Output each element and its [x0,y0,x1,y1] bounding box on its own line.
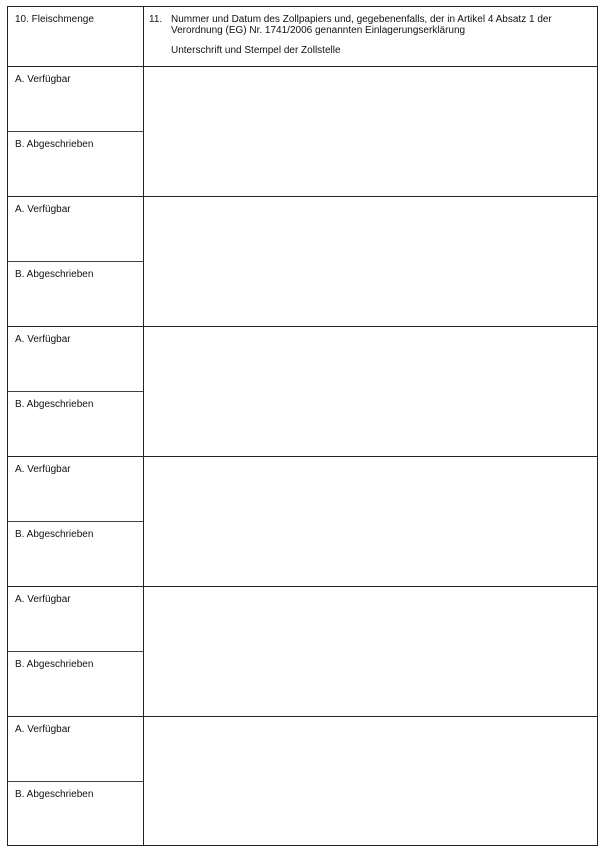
available-cell[interactable] [8,717,143,782]
written-off-label: B. Abgeschrieben [15,529,94,540]
header-meat-quantity: 10. Fleischmenge [15,14,94,25]
available-label: A. Verfügbar [15,594,71,605]
entry-block [8,457,597,587]
available-cell[interactable] [8,587,143,652]
header-description: Nummer und Datum des Zollpapiers und, gegebenenfalls, der in Artikel 4 Absatz 1 der Verordnung (EG) Nr. 1741/2006 genannten Einlagerungserklärung [171,14,552,36]
entry-block [8,67,597,197]
entry-block [8,327,597,457]
available-label: A. Verfügbar [15,74,71,85]
written-off-cell[interactable] [8,262,143,327]
written-off-cell[interactable] [8,392,143,457]
available-cell[interactable] [8,197,143,262]
written-off-cell[interactable] [8,522,143,587]
written-off-cell[interactable] [8,652,143,717]
available-label: A. Verfügbar [15,464,71,475]
written-off-label: B. Abgeschrieben [15,399,94,410]
written-off-label: B. Abgeschrieben [15,659,94,670]
header-customs-document [149,14,589,56]
available-label: A. Verfügbar [15,204,71,215]
written-off-label: B. Abgeschrieben [15,789,94,800]
available-cell[interactable] [8,457,143,522]
written-off-label: B. Abgeschrieben [15,269,94,280]
available-cell[interactable] [8,67,143,132]
entry-block [8,717,597,847]
available-label: A. Verfügbar [15,334,71,345]
written-off-label: B. Abgeschrieben [15,139,94,150]
available-cell[interactable] [8,327,143,392]
available-label: A. Verfügbar [15,724,71,735]
form-header [8,7,597,67]
written-off-cell[interactable] [8,782,143,847]
written-off-cell[interactable] [8,132,143,197]
entry-block [8,197,597,327]
entry-block [8,587,597,717]
customs-form [7,6,598,846]
header-signature-note: Unterschrift und Stempel der Zollstelle [171,45,341,56]
header-number: 11. [149,14,163,25]
